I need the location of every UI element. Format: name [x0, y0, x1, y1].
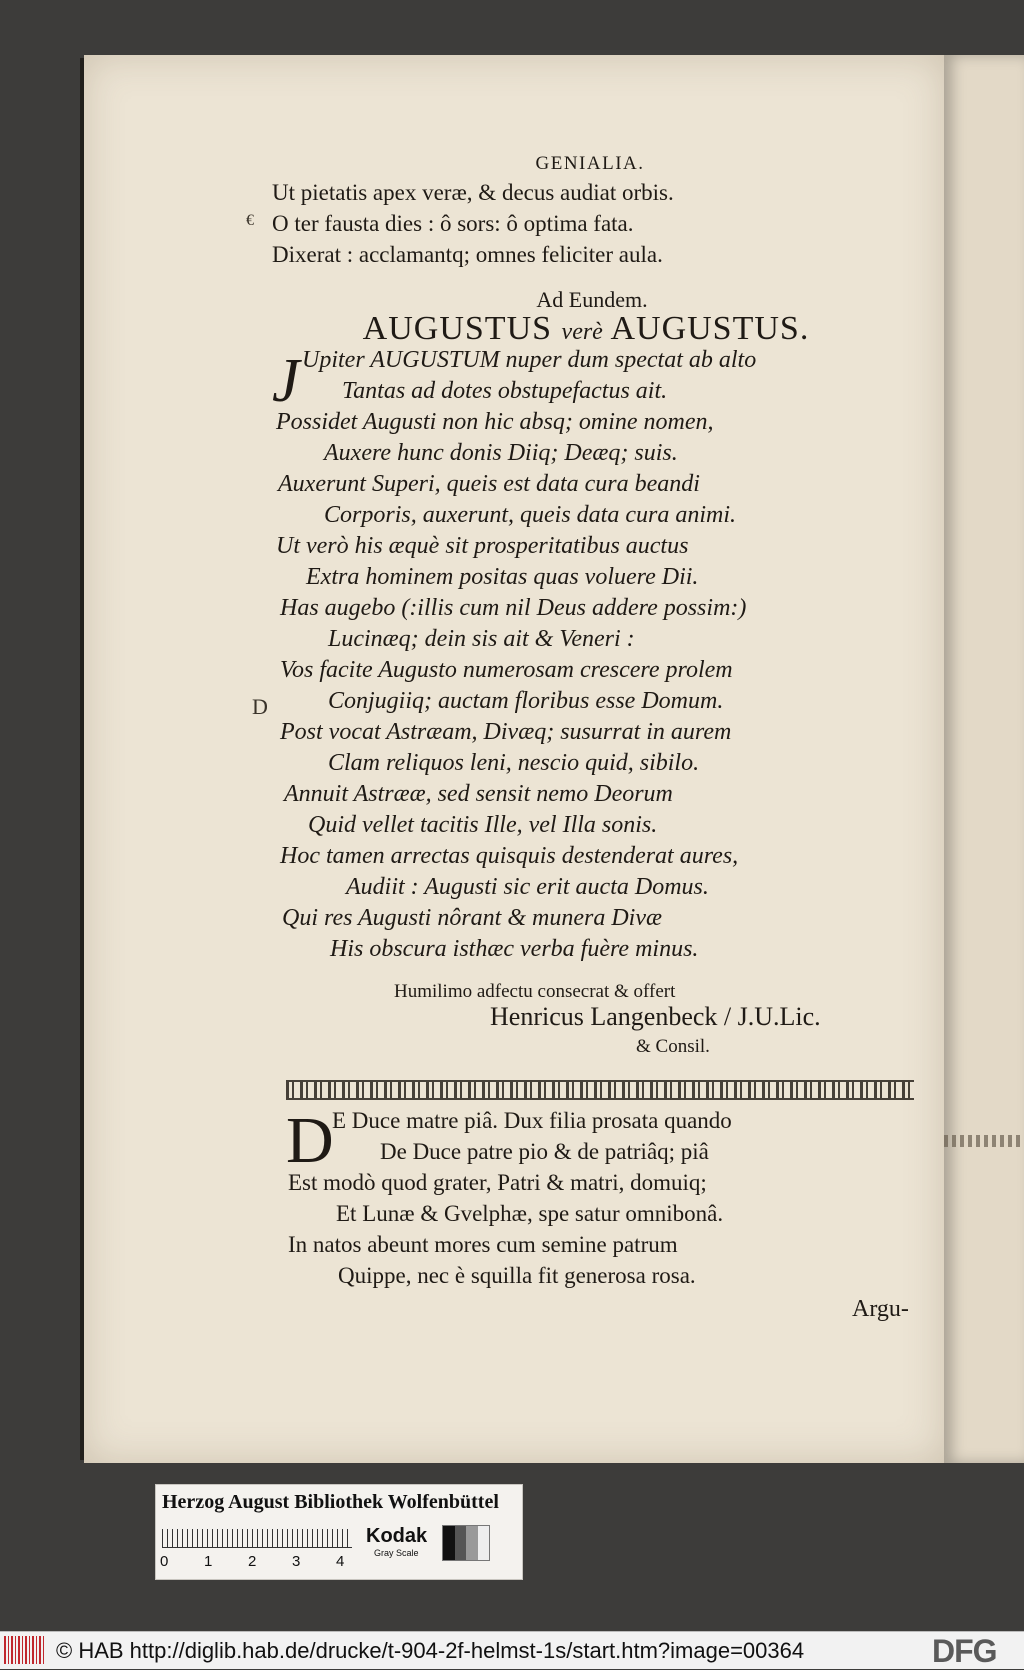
verse-line: In natos abeunt mores cum semine patrum	[288, 1232, 678, 1257]
verse-line: Post vocat Astræam, Divæq; susurrat in aurem	[280, 719, 732, 745]
library-color-card	[155, 1484, 523, 1580]
ruler-numbers	[160, 1553, 380, 1570]
barcode-icon	[4, 1636, 46, 1664]
ruler-number: 1	[204, 1553, 213, 1570]
drop-cap: J	[272, 347, 300, 415]
dedication-line: Humilimo adfectu consecrat & offert	[394, 981, 676, 1002]
drop-cap: D	[286, 1104, 334, 1177]
verse-line: Audiit : Augusti sic erit aucta Domus.	[346, 874, 709, 900]
footer-url[interactable]: © HAB http://diglib.hab.de/drucke/t-904-2f-helmst-1s/start.htm?image=00364	[56, 1638, 805, 1663]
title-word: AUGUSTUS.	[610, 310, 810, 347]
verse-line: Clam reliquos leni, nescio quid, sibilo.	[328, 750, 700, 776]
verse-line: Annuit Astrææ, sed sensit nemo Deorum	[284, 781, 673, 807]
verse-line: Vos facite Augusto numerosam crescere prolem	[280, 657, 733, 683]
verse-line: O ter fausta dies : ô sors: ô optima fata.	[272, 211, 634, 236]
ruler-number: 3	[292, 1553, 301, 1570]
poem-title	[363, 310, 810, 348]
margin-mark: €	[246, 212, 254, 229]
verse-line: Has augebo (:illis cum nil Deus addere possim:)	[280, 595, 747, 621]
author-name: Henricus Langenbeck / J.U.Lic.	[490, 1002, 821, 1031]
margin-mark: D	[252, 694, 268, 719]
verse-line: Auxerunt Superi, queis est data cura beandi	[278, 471, 700, 497]
title-vere: verè	[561, 319, 603, 345]
adjacent-page	[944, 55, 1024, 1463]
author-title: & Consil.	[636, 1036, 710, 1057]
verse-line: Lucinæq; dein sis ait & Veneri :	[328, 626, 635, 652]
library-name: Herzog August Bibliothek Wolfenbüttel	[162, 1491, 499, 1513]
running-head: GENIALIA.	[535, 153, 645, 174]
verse-line: Quid vellet tacitis Ille, vel Illa sonis.	[308, 812, 658, 838]
ruler-number: 2	[248, 1553, 257, 1570]
verse-line: De Duce patre pio & de patriâq; piâ	[380, 1139, 709, 1164]
ruler-number: 0	[160, 1553, 169, 1570]
section-heading: Ad Eundem.	[536, 287, 648, 312]
ruler-scale	[162, 1529, 352, 1548]
catchword: Argu-	[852, 1296, 909, 1322]
verse-line: Et Lunæ & Gvelphæ, spe satur omnibonâ.	[336, 1201, 724, 1226]
adjacent-page-ornament	[944, 1135, 1024, 1147]
ornamental-border	[286, 1080, 914, 1100]
verse-line: Dixerat : acclamantq; omnes feliciter aula.	[272, 242, 663, 267]
verse-line: Est modò quod grater, Patri & matri, domuiq;	[288, 1170, 707, 1195]
verse-line: Conjugiiq; auctam floribus esse Domum.	[328, 688, 724, 714]
verse-line: E Duce matre piâ. Dux filia prosata quando	[332, 1108, 732, 1133]
verse-line: Corporis, auxerunt, queis data cura animi.	[324, 502, 736, 528]
gray-scale-swatch	[442, 1525, 490, 1561]
verse-line: Quippe, nec è squilla fit generosa rosa.	[338, 1263, 696, 1288]
dfg-logo: DFG	[932, 1633, 997, 1669]
title-word: AUGUSTUS	[362, 310, 553, 347]
verse-line: His obscura isthæc verba fuère minus.	[330, 936, 699, 962]
verse-line: Upiter AUGUSTUM nuper dum spectat ab alto	[302, 347, 757, 373]
ruler-number: 4	[336, 1553, 345, 1570]
verse-line: Extra hominem positas quas voluere Dii.	[306, 564, 699, 590]
verse-line: Ut pietatis apex veræ, & decus audiat orbis.	[272, 180, 674, 205]
kodak-sublabel: Gray Scale	[374, 1548, 419, 1558]
kodak-label: Kodak	[366, 1525, 428, 1547]
footer-bar	[0, 1631, 1024, 1669]
verse-line: Tantas ad dotes obstupefactus ait.	[342, 378, 668, 404]
verse-line: Auxere hunc donis Diiq; Deæq; suis.	[324, 440, 678, 466]
verse-line: Hoc tamen arrectas quisquis destenderat aures,	[280, 843, 739, 869]
verse-line: Possidet Augusti non hic absq; omine nomen,	[276, 409, 714, 435]
verse-line: Qui res Augusti nôrant & munera Divæ	[282, 905, 663, 931]
verse-line: Ut verò his æquè sit prosperitatibus auctus	[276, 533, 689, 559]
